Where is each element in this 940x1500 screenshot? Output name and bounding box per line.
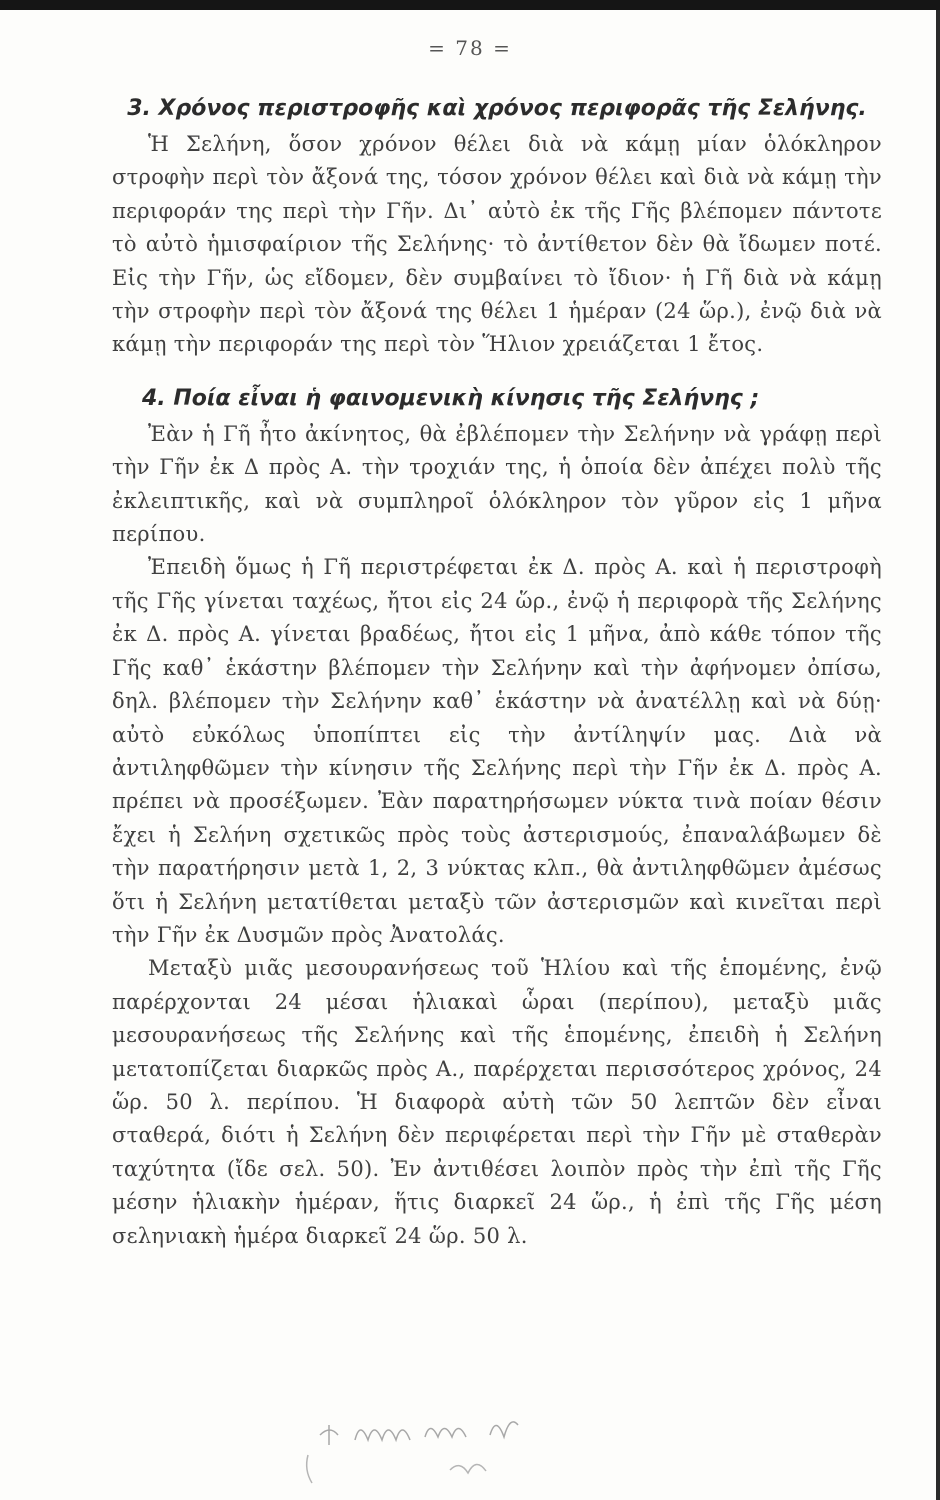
scan-border-top	[0, 0, 940, 10]
scan-border-right	[936, 10, 940, 1500]
page-content	[112, 92, 882, 1253]
paragraph-stationary-earth: Ἐὰν ἡ Γῆ ἦτο ἀκίνητος, θὰ ἐβλέπομεν τὴν Σελήνην νὰ γράφῃ περὶ τὴν Γῆν ἐκ Δ πρὸς Α. τὴν τροχιάν της, ἡ ὁποία δὲν ἀπέχει πολὺ τῆς ἐκλειπτικῆς, καὶ νὰ συμπληροῖ ὁλόκληρον τὸν γῦρον εἰς 1 μῆνα περίπου.	[112, 421, 882, 547]
section-title-apparent-motion: 4. Ποία εἶναι ἡ φαινομενικὴ κίνησις τῆς Σελήνης ;	[142, 385, 760, 411]
paragraph-earth-rotation: Ἐπειδὴ ὅμως ἡ Γῆ περιστρέφεται ἐκ Δ. πρὸς Α. καὶ ἡ περιστροφὴ τῆς Γῆς γίνεται ταχέως, ἤτοι εἰς 24 ὥρ., ἐνῷ ἡ περιφορὰ τῆς Σελήνης ἐκ Δ. πρὸς Α. γίνεται βραδέως, ἤτοι εἰς 1 μῆνα, ἀπὸ κάθε τόπον τῆς Γῆς καθ᾽ ἑκάστην βλέπομεν τὴν Σελήνην καὶ τὴν ἀφήνομεν ὀπίσω, δηλ. βλέπομεν τὴν Σελήνην καθ᾽ ἑκάστην νὰ ἀνατέλλῃ καὶ νὰ δύῃ· αὐτὸ εὐκόλως ὑποπίπτει εἰς τὴν ἀντίληψίν μας. Διὰ νὰ ἀντιληφθῶμεν τὴν κίνησιν τῆς Σελήνης περὶ τὴν Γῆν ἐκ Δ. πρὸς Α. πρέπει νὰ προσέξωμεν. Ἐὰν παρατηρήσωμεν νύκτα τινὰ ποίαν θέσιν ἔχει ἡ Σελήνη σχετικῶς πρὸς τοὺς ἀστερισμούς, ἐπαναλάβωμεν δὲ τὴν παρατήρησιν μετὰ 1, 2, 3 νύκτας κλπ., θὰ ἀντιληφθῶμεν ἀμέσως ὅτι ἡ Σελήνη μετατίθεται μεταξὺ τῶν ἀστερισμῶν καὶ κινεῖται περὶ τὴν Γῆν ἐκ Δυσμῶν πρὸς Ἀνατολάς.	[112, 555, 882, 947]
paragraph-rotation-period: Ἡ Σελήνη, ὅσον χρόνον θέλει διὰ νὰ κάμῃ μίαν ὁλόκληρον στροφὴν περὶ τὸν ἄξονά της, τόσον χρόνον θέλει καὶ διὰ νὰ κάμῃ τὴν περιφοράν της περὶ τὴν Γῆν. Δι᾽ αὐτὸ ἐκ τῆς Γῆς βλέπομεν πάντοτε τὸ αὐτὸ ἡμισφαίριον τῆς Σελήνης· τὸ ἀντίθετον δὲν θὰ ἴδωμεν ποτέ. Εἰς τὴν Γῆν, ὡς εἴδομεν, δὲν συμβαίνει τὸ ἴδιον· ἡ Γῆ διὰ νὰ κάμῃ τὴν στροφὴν περὶ τὸν ἄξονά της θέλει 1 ἡμέραν (24 ὥρ.), ἐνῷ διὰ νὰ κάμῃ τὴν περιφοράν της περὶ τὸν Ἥλιον χρειάζεται 1 ἔτος.	[112, 132, 882, 357]
pencil-scribble	[300, 1395, 560, 1485]
section-title-rotation-period: 3. Χρόνος περιστροφῆς καὶ χρόνος περιφορᾶς τῆς Σελήνης.	[127, 96, 867, 121]
paragraph-lunar-day: Μεταξὺ μιᾶς μεσουρανήσεως τοῦ Ἡλίου καὶ τῆς ἑπομένης, ἐνῷ παρέρχονται 24 μέσαι ἡλιακαὶ ὧραι (περίπου), μεταξὺ μιᾶς μεσουρανήσεως τῆς Σελήνης καὶ τῆς ἑπομένης, ἐπειδὴ ἡ Σελήνη μετατοπίζεται διαρκῶς πρὸς Α., παρέρχεται περισσότερος χρόνος, 24 ὥρ. 50 λ. περίπου. Ἡ διαφορὰ αὐτὴ τῶν 50 λεπτῶν δὲν εἶναι σταθερά, διότι ἡ Σελήνη δὲν περιφέρεται περὶ τὴν Γῆν μὲ σταθερὰν ταχύτητα (ἴδε σελ. 50). Ἐν ἀντιθέσει λοιπὸν πρὸς τὴν ἐπὶ τῆς Γῆς μέσην ἡλιακὴν ἡμέραν, ἥτις διαρκεῖ 24 ὥρ., ἡ ἐπὶ τῆς Γῆς μέση σεληνιακὴ ἡμέρα διαρκεῖ 24 ὥρ. 50 λ.	[112, 956, 882, 1248]
page-number: = 78 =	[428, 36, 512, 60]
